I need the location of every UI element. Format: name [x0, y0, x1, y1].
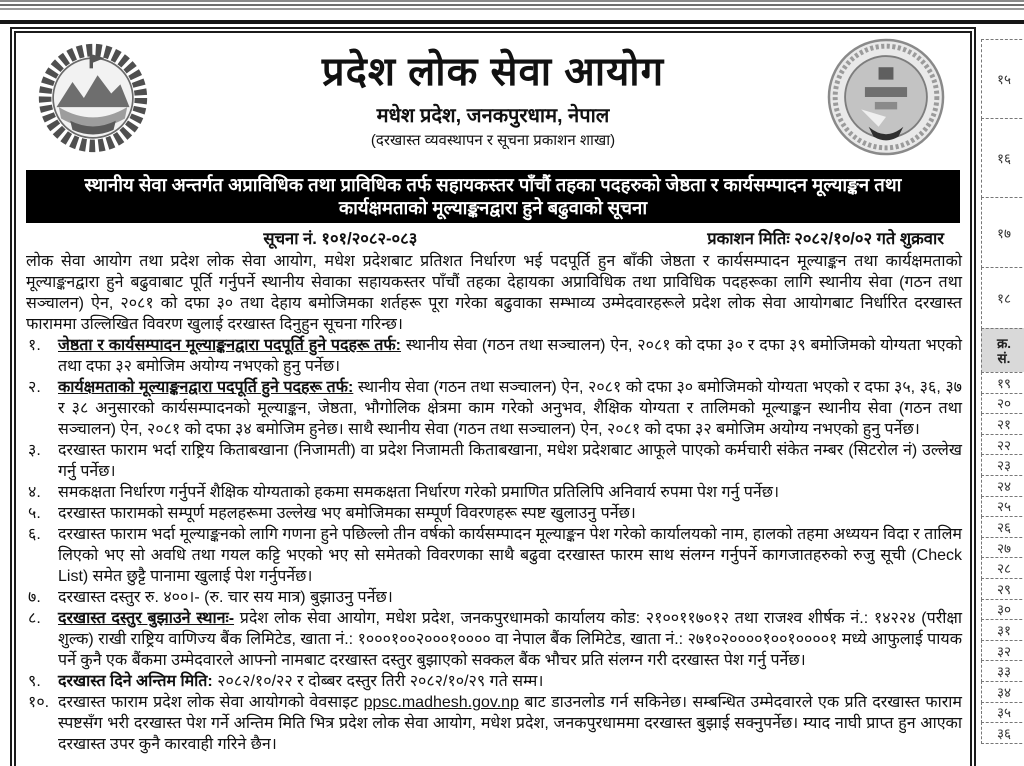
- list-item: [28, 377, 962, 440]
- item-heading: कार्यक्षमताको मूल्याङ्कनद्वारा पदपूर्ति हुने पदहरू तर्फ:: [58, 379, 354, 396]
- item-number: १.: [28, 337, 41, 354]
- item-body-text: २०८२/१०/२२ र दोब्बर दस्तुर तिरी २०८२/१०/२९ गते सम्म।: [212, 673, 544, 690]
- serial-header-line2: सं.: [997, 350, 1011, 366]
- serial-cell: ३६: [981, 722, 1024, 744]
- item-number: ७.: [28, 589, 41, 606]
- top-thick-rule: [0, 20, 1024, 24]
- notice-title-banner: [26, 170, 960, 223]
- serial-cell: २७: [981, 537, 1024, 559]
- item-text: [58, 587, 962, 608]
- item-text-before-link: दरखास्त फाराम प्रदेश लोक सेवा आयोगको वेवसाइट: [58, 694, 364, 711]
- item-heading: दरखास्त दस्तुर बुझाउने स्थानः-: [58, 610, 235, 627]
- serial-cell: ३५: [981, 702, 1024, 724]
- notice-number: सूचना नं. १०१/२०८२-०८३: [263, 230, 418, 248]
- serial-cell: ३४: [981, 681, 1024, 703]
- serial-cell: ३३: [981, 660, 1024, 682]
- document-header: [16, 33, 970, 163]
- item-number: ४.: [28, 484, 41, 501]
- item-number: २.: [28, 379, 41, 396]
- item-text: [58, 692, 962, 755]
- commission-round-seal-icon: [824, 35, 948, 164]
- serial-cell: २१: [981, 413, 1024, 435]
- list-item: [28, 440, 962, 482]
- serial-cell: १९: [981, 372, 1024, 394]
- item-text: [58, 440, 962, 482]
- item-text: [58, 524, 962, 587]
- banner-line-1: स्थानीय सेवा अन्तर्गत अप्राविधिक तथा प्राविधिक तर्फ सहायकस्तर पाँचौं तहका पदहरुको जेष्ठता र कार्यसम्पादन मूल्याङ्कन तथा: [84, 174, 902, 195]
- item-text: [58, 671, 962, 692]
- nepal-coat-of-arms-icon: [36, 41, 150, 160]
- serial-cell: १६: [981, 118, 1024, 198]
- list-item: [28, 335, 962, 377]
- serial-column-header: [981, 328, 1024, 373]
- notice-meta-row: [16, 226, 970, 250]
- serial-cell: २०: [981, 393, 1024, 415]
- publish-date: प्रकाशन मितिः २०८२/१०/०२ गते शुक्रवार: [707, 230, 944, 248]
- serial-cell: ३०: [981, 599, 1024, 621]
- item-body-text: स्थानीय सेवा (गठन तथा सञ्चालन) ऐन, २०८१ को दफा ३० र दफा ३९ बमोजिमको योग्यता भएको तथा दफा ३२ बमोजिम अयोग्य नभएको हुनु पर्नेछ।: [58, 337, 962, 375]
- item-text: [58, 503, 962, 524]
- list-item: [28, 587, 962, 608]
- serial-header-line1: क्र.: [996, 335, 1012, 351]
- intro-paragraph: लोक सेवा आयोग तथा प्रदेश लोक सेवा आयोग, मधेश प्रदेशबाट प्रतिशत निर्धारण भई पदपूर्ति हुन बाँकी जेष्ठता र कार्यसम्पादन मूल्याङ्कन तथा कार्यक्षमताको मूल्याङ्कनद्वारा हुने बढुवाबाट पूर्ति गर्नुपर्ने स्थानीय सेवाका सहायकस्तर पाँचौं तहका देहायका अप्राविधिक तथा प्राविधिक पदहरूका लागि स्थानीय सेवा (गठन तथा सञ्चालन) ऐन, २०८१ को दफा ३० तथा देहाय बमोजिमका शर्तहरू पूरा गरेका बढुवाका सम्भाव्य उम्मेदवारहरूले प्रदेश लोक सेवा आयोगबाट निर्धारित दरखास्त फाराममा उल्लिखित विवरण खुलाई दरखास्त दिनुहुन सूचना गरिन्छ।: [26, 253, 962, 333]
- item-heading: दरखास्त दिने अन्तिम मिति:: [58, 673, 213, 690]
- list-item: [28, 671, 962, 692]
- item-number: ३.: [28, 442, 41, 459]
- serial-cell: २२: [981, 434, 1024, 456]
- serial-cell: २८: [981, 557, 1024, 579]
- item-number: ८.: [28, 610, 41, 627]
- serial-cell: ३२: [981, 640, 1024, 662]
- serial-cell: ३१: [981, 619, 1024, 641]
- item-number: ६.: [28, 526, 41, 543]
- serial-cell: १८: [981, 267, 1024, 329]
- item-number: ९.: [28, 673, 41, 690]
- serial-cell: २५: [981, 496, 1024, 518]
- serial-cell: २४: [981, 475, 1024, 497]
- top-rule: [0, 4, 1024, 6]
- org-branch-line: (दरखास्त व्यवस्थापन र सूचना प्रकाशन शाखा): [370, 132, 616, 149]
- banner-line-2: कार्यक्षमताको मूल्याङ्कनद्वारा हुने बढुवाको सूचना: [338, 197, 648, 218]
- serial-cell: २३: [981, 454, 1024, 476]
- item-number: १०.: [28, 694, 50, 711]
- page-title: प्रदेश लोक सेवा आयोग: [321, 50, 665, 94]
- serial-number-column: [981, 40, 1024, 744]
- list-item: [28, 503, 962, 524]
- item-text: [58, 482, 962, 503]
- website-link: ppsc.madhesh.gov.np: [363, 694, 519, 711]
- item-body-text: दरखास्त दस्तुर रु. ४००।- (रु. चार सय मात्र) बुझाउनु पर्नेछ।: [58, 589, 393, 606]
- item-body-text: प्रदेश लोक सेवा आयोग, मधेश प्रदेश, जनकपुरधामको कार्यालय कोड: २१००११७०१२ तथा राजश्व शीर्षक नं.: १४२२४ (परीक्षा शुल्क) राखी राष्ट्रिय वाणिज्य बैंक लिमिटेड, खाता नं.: १०००१००२०००१०००० वा नेपाल बैंक लिमिटेड, खाता नं.: २७१०२००००१००१००००१ मध्ये आफुलाई पायक पर्ने कुनै एक बैंकमा उम्मेदवारले आफ्नो नामबाट दरखास्त दस्तुर बुझाएको सक्कल बैंक भौचर प्रति संलग्न गरी दरखास्त पेश गर्नु पर्नेछ।: [58, 610, 962, 669]
- top-rule: [0, 0, 1024, 2]
- item-body-text: समकक्षता निर्धारण गर्नुपर्ने शैक्षिक योग्यताको हकमा समकक्षता निर्धारण गरेको प्रमाणित प्रतिलिपि अनिवार्य रुपमा पेश गर्नु पर्नेछ।: [58, 484, 780, 501]
- item-text: [58, 377, 962, 440]
- list-item: [28, 482, 962, 503]
- serial-cell: १५: [981, 39, 1024, 119]
- item-body-text: दरखास्त फाराम भर्दा मूल्याङ्कनको लागि गणना हुने पछिल्लो तीन वर्षको कार्यसम्पादन मूल्याङ्कन पेश गरेको कार्यालयको नाम, हालको तहमा अध्ययन विदा र तालिम लिएको भए सो अवधि तथा गयल कट्टि भएको भए सो समेतको विवरणका साथै बढुवा दरखास्त फारम साथ संलग्न गर्नुपर्ने कागजातहरुको रुजु सूची (Check List) समेत छुट्टै पानामा खुलाई पेश गर्नुपर्नेछ।: [58, 526, 963, 585]
- serial-cell: २६: [981, 516, 1024, 538]
- serial-cell: १७: [981, 197, 1024, 268]
- list-item: [28, 524, 962, 587]
- item-text: [58, 335, 962, 377]
- list-item: [28, 608, 962, 671]
- org-subtitle: मधेश प्रदेश, जनकपुरधाम, नेपाल: [376, 105, 610, 127]
- item-number: ५.: [28, 505, 41, 522]
- item-body-text: दरखास्त फारामको सम्पूर्ण महलहरूमा उल्लेख भए बमोजिमका सम्पूर्ण विवरणहरू स्पष्ट खुलाउनु पर्नेछ।: [58, 505, 636, 522]
- serial-cell: २९: [981, 578, 1024, 600]
- list-item: [28, 692, 962, 755]
- item-text-after-link: बाट डाउनलोड गर्न सकिनेछ। सम्बन्धित उम्मेदवारले एक प्रति दरखास्त फाराम स्पष्टसँग भरी दरखास्त पेश गर्ने अन्तिम मिति भित्र प्रदेश लोक सेवा आयोग, मधेश प्रदेश, जनकपुरधाममा दरखास्त बुझाई सक्नुपर्नेछ। म्याद नाघी प्राप्त हुन आएका दरखास्त उपर कुनै कारवाही गरिने छैन।: [58, 694, 962, 753]
- document-frame: [10, 27, 976, 766]
- item-body-text: दरखास्त फाराम भर्दा राष्ट्रिय किताबखाना (निजामती) वा प्रदेश निजामती किताबखाना, मधेश प्रदेशबाट आफूले पाएको कर्मचारी संकेत नम्बर (सिटरोल नं) उल्लेख गर्नु पर्नेछ।: [58, 442, 962, 480]
- item-body-text: स्थानीय सेवा (गठन तथा सञ्चालन) ऐन, २०८१ को दफा ३० बमोजिमको योग्यता भएको र दफा ३५, ३६, ३७ र ३८ अनुसारको कार्यसम्पादनको मूल्याङ्कन, जेष्ठता, भौगोलिक क्षेत्रमा काम गरेको अनुभव, शैक्षिक योग्यता र तालिमको मूल्याङ्कन स्थानीय सेवा (गठन तथा सञ्चालन) ऐन, २०८१ को दफा ३४ बमोजिम हुनेछ। साथै स्थानीय सेवा (गठन तथा सञ्चालन) ऐन, २०८१ को दफा ३२ बमोजिम अयोग्य नभएको हुनु पर्नेछ।: [58, 379, 962, 438]
- top-rule: [0, 8, 1024, 10]
- notice-item-list: [28, 335, 962, 755]
- item-heading: जेष्ठता र कार्यसम्पादन मूल्याङ्कनद्वारा पदपूर्ति हुने पदहरू तर्फ:: [58, 337, 402, 354]
- item-text: [58, 608, 962, 671]
